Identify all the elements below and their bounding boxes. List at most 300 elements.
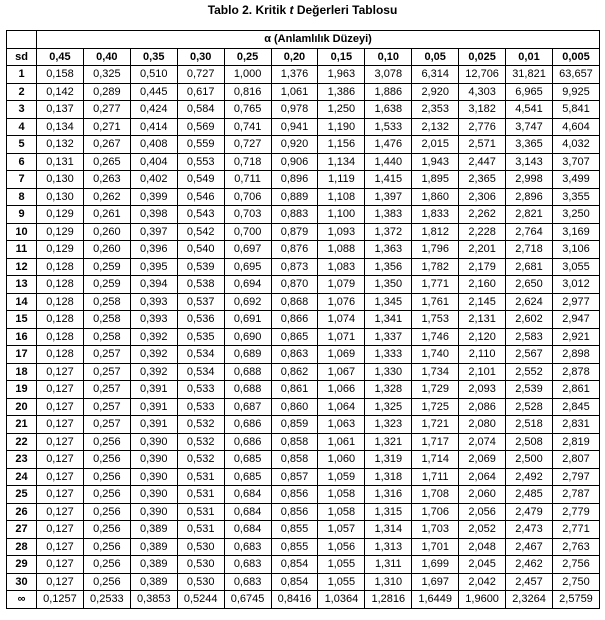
critical-value-cell: 0,137 <box>37 101 84 119</box>
critical-value-cell: 0,896 <box>271 171 318 189</box>
table-row <box>7 363 600 381</box>
critical-value-cell: 0,259 <box>83 258 130 276</box>
critical-value-cell: 0,391 <box>130 398 177 416</box>
critical-value-cell: 0,855 <box>271 538 318 556</box>
critical-t-table <box>6 30 600 609</box>
critical-value-cell: 2,528 <box>506 398 553 416</box>
alpha-level-header: 0,01 <box>506 48 553 66</box>
critical-value-cell: 1,860 <box>412 188 459 206</box>
critical-value-cell: 0,537 <box>177 293 224 311</box>
critical-value-cell: 0,553 <box>177 153 224 171</box>
critical-value-cell: 0,684 <box>224 486 271 504</box>
critical-value-cell: 1,100 <box>318 206 365 224</box>
critical-value-cell: 0,325 <box>83 66 130 84</box>
table-row <box>7 591 600 609</box>
critical-value-cell: 2,467 <box>506 538 553 556</box>
critical-value-cell: 2,064 <box>459 468 506 486</box>
sd-cell: 23 <box>7 451 37 469</box>
critical-value-cell: 1,055 <box>318 573 365 591</box>
critical-value-cell: 0,535 <box>177 328 224 346</box>
sd-cell: 1 <box>7 66 37 84</box>
critical-value-cell: 2,110 <box>459 346 506 364</box>
sd-cell: 8 <box>7 188 37 206</box>
critical-value-cell: 2,602 <box>506 311 553 329</box>
critical-value-cell: 1,706 <box>412 503 459 521</box>
critical-value-cell: 2,120 <box>459 328 506 346</box>
critical-value-cell: 1,697 <box>412 573 459 591</box>
critical-value-cell: 1,315 <box>365 503 412 521</box>
critical-value-cell: 1,119 <box>318 171 365 189</box>
critical-value-cell: 0,510 <box>130 66 177 84</box>
critical-value-cell: 0,873 <box>271 258 318 276</box>
critical-value-cell: 1,134 <box>318 153 365 171</box>
critical-value-cell: 2,718 <box>506 241 553 259</box>
critical-value-cell: 0,879 <box>271 223 318 241</box>
alpha-level-header: 0,025 <box>459 48 506 66</box>
critical-value-cell: 0,256 <box>83 433 130 451</box>
critical-value-cell: 0,978 <box>271 101 318 119</box>
critical-value-cell: 1,337 <box>365 328 412 346</box>
title-t-symbol: t <box>289 3 294 17</box>
critical-value-cell: 0,392 <box>130 346 177 364</box>
critical-value-cell: 0,859 <box>271 416 318 434</box>
critical-value-cell: 0,534 <box>177 363 224 381</box>
table-row <box>7 451 600 469</box>
sd-cell: 16 <box>7 328 37 346</box>
critical-value-cell: 0,569 <box>177 118 224 136</box>
critical-value-cell: 0,531 <box>177 503 224 521</box>
alpha-level-header: 0,40 <box>83 48 130 66</box>
critical-value-cell: 2,131 <box>459 311 506 329</box>
critical-value-cell: 1,638 <box>365 101 412 119</box>
group-header-row <box>7 31 600 49</box>
critical-value-cell: 0,697 <box>224 241 271 259</box>
critical-value-cell: 1,079 <box>318 276 365 294</box>
critical-value-cell: 0,530 <box>177 556 224 574</box>
table-row <box>7 521 600 539</box>
critical-value-cell: 3,055 <box>552 258 599 276</box>
critical-value-cell: 0,256 <box>83 468 130 486</box>
critical-value-cell: 0,263 <box>83 171 130 189</box>
critical-value-cell: 3,499 <box>552 171 599 189</box>
critical-value-cell: 0,127 <box>37 398 84 416</box>
critical-value-cell: 0,127 <box>37 381 84 399</box>
table-row <box>7 503 600 521</box>
sd-cell: 3 <box>7 101 37 119</box>
critical-value-cell: 0,393 <box>130 311 177 329</box>
critical-value-cell: 0,445 <box>130 83 177 101</box>
critical-value-cell: 0,685 <box>224 468 271 486</box>
critical-value-cell: 0,134 <box>37 118 84 136</box>
critical-value-cell: 12,706 <box>459 66 506 84</box>
critical-value-cell: 0,390 <box>130 486 177 504</box>
critical-value-cell: 2,500 <box>506 451 553 469</box>
sd-cell: 30 <box>7 573 37 591</box>
critical-value-cell: 0,854 <box>271 573 318 591</box>
critical-value-cell: 0,870 <box>271 276 318 294</box>
critical-value-cell: 0,858 <box>271 433 318 451</box>
critical-value-cell: 2,539 <box>506 381 553 399</box>
critical-value-cell: 3,182 <box>459 101 506 119</box>
critical-value-cell: 0,862 <box>271 363 318 381</box>
critical-value-cell: 0,861 <box>271 381 318 399</box>
critical-value-cell: 3,106 <box>552 241 599 259</box>
critical-value-cell: 0,391 <box>130 381 177 399</box>
critical-value-cell: 2,045 <box>459 556 506 574</box>
critical-value-cell: 0,261 <box>83 206 130 224</box>
critical-value-cell: 0,860 <box>271 398 318 416</box>
critical-value-cell: 2,896 <box>506 188 553 206</box>
critical-value-cell: 1,761 <box>412 293 459 311</box>
critical-value-cell: 0,128 <box>37 258 84 276</box>
critical-value-cell: 0,866 <box>271 311 318 329</box>
critical-value-cell: 0,584 <box>177 101 224 119</box>
critical-value-cell: 0,128 <box>37 276 84 294</box>
critical-value-cell: 1,440 <box>365 153 412 171</box>
critical-value-cell: 2,750 <box>552 573 599 591</box>
critical-value-cell: 0,262 <box>83 188 130 206</box>
critical-value-cell: 0,127 <box>37 573 84 591</box>
critical-value-cell: 2,756 <box>552 556 599 574</box>
sd-cell: 10 <box>7 223 37 241</box>
critical-value-cell: 1,074 <box>318 311 365 329</box>
critical-value-cell: 2,3264 <box>506 591 553 609</box>
critical-value-cell: 2,771 <box>552 521 599 539</box>
critical-value-cell: 0,271 <box>83 118 130 136</box>
critical-value-cell: 0,132 <box>37 136 84 154</box>
sd-cell: 4 <box>7 118 37 136</box>
critical-value-cell: 0,692 <box>224 293 271 311</box>
critical-value-cell: 1,088 <box>318 241 365 259</box>
critical-value-cell: 0,158 <box>37 66 84 84</box>
critical-value-cell: 0,127 <box>37 556 84 574</box>
critical-value-cell: 0,256 <box>83 538 130 556</box>
critical-value-cell: 1,833 <box>412 206 459 224</box>
critical-value-cell: 0,127 <box>37 521 84 539</box>
sd-header: sd <box>7 48 37 66</box>
critical-value-cell: 2,650 <box>506 276 553 294</box>
critical-value-cell: 0,876 <box>271 241 318 259</box>
critical-value-cell: 2,093 <box>459 381 506 399</box>
critical-value-cell: 1,717 <box>412 433 459 451</box>
critical-value-cell: 0,256 <box>83 573 130 591</box>
critical-value-cell: 1,2816 <box>365 591 412 609</box>
critical-value-cell: 0,684 <box>224 503 271 521</box>
critical-value-cell: 0,685 <box>224 451 271 469</box>
sd-cell: 25 <box>7 486 37 504</box>
critical-value-cell: 0,390 <box>130 503 177 521</box>
critical-value-cell: 0,127 <box>37 451 84 469</box>
critical-value-cell: 1,318 <box>365 468 412 486</box>
sd-cell: 17 <box>7 346 37 364</box>
critical-value-cell: 0,389 <box>130 538 177 556</box>
critical-value-cell: 0,129 <box>37 241 84 259</box>
sd-cell: 13 <box>7 276 37 294</box>
critical-value-cell: 3,747 <box>506 118 553 136</box>
critical-value-cell: 0,856 <box>271 486 318 504</box>
critical-value-cell: 1,108 <box>318 188 365 206</box>
critical-value-cell: 0,277 <box>83 101 130 119</box>
critical-value-cell: 1,782 <box>412 258 459 276</box>
critical-value-cell: 1,250 <box>318 101 365 119</box>
critical-value-cell: 1,740 <box>412 346 459 364</box>
table-row <box>7 468 600 486</box>
critical-value-cell: 0,424 <box>130 101 177 119</box>
sd-cell: 9 <box>7 206 37 224</box>
critical-value-cell: 0,538 <box>177 276 224 294</box>
critical-value-cell: 1,383 <box>365 206 412 224</box>
critical-value-cell: 1,533 <box>365 118 412 136</box>
critical-value-cell: 0,531 <box>177 468 224 486</box>
critical-value-cell: 0,130 <box>37 171 84 189</box>
critical-value-cell: 0,258 <box>83 311 130 329</box>
critical-value-cell: 0,395 <box>130 258 177 276</box>
critical-value-cell: 0,687 <box>224 398 271 416</box>
critical-value-cell: 4,604 <box>552 118 599 136</box>
alpha-level-header: 0,05 <box>412 48 459 66</box>
sd-cell: 15 <box>7 311 37 329</box>
critical-value-cell: 2,132 <box>412 118 459 136</box>
critical-value-cell: 0,727 <box>224 136 271 154</box>
table-row <box>7 223 600 241</box>
critical-value-cell: 3,355 <box>552 188 599 206</box>
table-row <box>7 556 600 574</box>
critical-value-cell: 2,819 <box>552 433 599 451</box>
critical-value-cell: 0,684 <box>224 521 271 539</box>
critical-value-cell: 1,895 <box>412 171 459 189</box>
critical-value-cell: 1,376 <box>271 66 318 84</box>
critical-value-cell: 1,055 <box>318 556 365 574</box>
critical-value-cell: 0,694 <box>224 276 271 294</box>
critical-value-cell: 2,262 <box>459 206 506 224</box>
critical-value-cell: 2,365 <box>459 171 506 189</box>
critical-value-cell: 2,977 <box>552 293 599 311</box>
corner-cell <box>7 31 37 49</box>
sd-cell: 29 <box>7 556 37 574</box>
critical-value-cell: 1,057 <box>318 521 365 539</box>
table-row <box>7 241 600 259</box>
critical-value-cell: 2,479 <box>506 503 553 521</box>
critical-value-cell: 2,567 <box>506 346 553 364</box>
critical-value-cell: 2,060 <box>459 486 506 504</box>
critical-value-cell: 0,531 <box>177 521 224 539</box>
critical-value-cell: 1,316 <box>365 486 412 504</box>
critical-value-cell: 0,546 <box>177 188 224 206</box>
alpha-level-header: 0,45 <box>37 48 84 66</box>
table-row <box>7 83 600 101</box>
critical-value-cell: 0,392 <box>130 363 177 381</box>
critical-value-cell: 2,787 <box>552 486 599 504</box>
critical-value-cell: 0,816 <box>224 83 271 101</box>
critical-value-cell: 0,260 <box>83 223 130 241</box>
critical-value-cell: 2,074 <box>459 433 506 451</box>
critical-value-cell: 0,855 <box>271 521 318 539</box>
critical-value-cell: 1,314 <box>365 521 412 539</box>
critical-value-cell: 2,763 <box>552 538 599 556</box>
critical-value-cell: 4,303 <box>459 83 506 101</box>
critical-value-cell: 2,552 <box>506 363 553 381</box>
critical-value-cell: 1,321 <box>365 433 412 451</box>
critical-value-cell: 0,683 <box>224 556 271 574</box>
critical-value-cell: 0,863 <box>271 346 318 364</box>
critical-value-cell: 0,256 <box>83 556 130 574</box>
critical-value-cell: 1,415 <box>365 171 412 189</box>
critical-value-cell: 63,657 <box>552 66 599 84</box>
table-row <box>7 433 600 451</box>
critical-value-cell: 1,064 <box>318 398 365 416</box>
critical-value-cell: 2,473 <box>506 521 553 539</box>
critical-value-cell: 1,753 <box>412 311 459 329</box>
critical-value-cell: 2,056 <box>459 503 506 521</box>
table-row <box>7 206 600 224</box>
critical-value-cell: 2,920 <box>412 83 459 101</box>
critical-value-cell: 2,201 <box>459 241 506 259</box>
critical-value-cell: 0,906 <box>271 153 318 171</box>
critical-value-cell: 0,530 <box>177 573 224 591</box>
alpha-level-header: 0,30 <box>177 48 224 66</box>
critical-value-cell: 2,160 <box>459 276 506 294</box>
critical-value-cell: 1,000 <box>224 66 271 84</box>
critical-value-cell: 0,128 <box>37 311 84 329</box>
sd-cell: ∞ <box>7 591 37 609</box>
critical-value-cell: 0,5244 <box>177 591 224 609</box>
critical-value-cell: 2,052 <box>459 521 506 539</box>
critical-value-cell: 1,058 <box>318 486 365 504</box>
table-body <box>7 66 600 609</box>
critical-value-cell: 0,865 <box>271 328 318 346</box>
critical-value-cell: 6,314 <box>412 66 459 84</box>
critical-value-cell: 0,540 <box>177 241 224 259</box>
critical-value-cell: 4,032 <box>552 136 599 154</box>
critical-value-cell: 1,311 <box>365 556 412 574</box>
critical-value-cell: 1,069 <box>318 346 365 364</box>
critical-value-cell: 1,746 <box>412 328 459 346</box>
critical-value-cell: 0,686 <box>224 416 271 434</box>
critical-value-cell: 0,617 <box>177 83 224 101</box>
critical-value-cell: 0,389 <box>130 556 177 574</box>
critical-value-cell: 2,831 <box>552 416 599 434</box>
critical-value-cell: 1,071 <box>318 328 365 346</box>
critical-value-cell: 1,319 <box>365 451 412 469</box>
critical-value-cell: 0,533 <box>177 381 224 399</box>
critical-value-cell: 0,543 <box>177 206 224 224</box>
critical-value-cell: 2,086 <box>459 398 506 416</box>
sd-cell: 2 <box>7 83 37 101</box>
critical-value-cell: 0,390 <box>130 433 177 451</box>
table-row <box>7 416 600 434</box>
critical-value-cell: 2,998 <box>506 171 553 189</box>
critical-value-cell: 0,718 <box>224 153 271 171</box>
critical-value-cell: 2,947 <box>552 311 599 329</box>
critical-value-cell: 0,536 <box>177 311 224 329</box>
table-row <box>7 346 600 364</box>
critical-value-cell: 0,256 <box>83 521 130 539</box>
critical-value-cell: 0,2533 <box>83 591 130 609</box>
critical-value-cell: 0,8416 <box>271 591 318 609</box>
critical-value-cell: 0,256 <box>83 451 130 469</box>
table-row <box>7 311 600 329</box>
critical-value-cell: 2,179 <box>459 258 506 276</box>
critical-value-cell: 2,145 <box>459 293 506 311</box>
critical-value-cell: 1,325 <box>365 398 412 416</box>
critical-value-cell: 0,393 <box>130 293 177 311</box>
critical-value-cell: 3,707 <box>552 153 599 171</box>
critical-value-cell: 1,725 <box>412 398 459 416</box>
table-row <box>7 66 600 84</box>
critical-value-cell: 3,078 <box>365 66 412 84</box>
table-row <box>7 538 600 556</box>
sd-cell: 28 <box>7 538 37 556</box>
critical-value-cell: 1,093 <box>318 223 365 241</box>
critical-value-cell: 0,128 <box>37 328 84 346</box>
sd-cell: 7 <box>7 171 37 189</box>
critical-value-cell: 0,257 <box>83 381 130 399</box>
critical-value-cell: 0,267 <box>83 136 130 154</box>
critical-value-cell: 2,845 <box>552 398 599 416</box>
critical-value-cell: 0,695 <box>224 258 271 276</box>
critical-value-cell: 1,060 <box>318 451 365 469</box>
critical-value-cell: 0,690 <box>224 328 271 346</box>
critical-value-cell: 0,127 <box>37 468 84 486</box>
critical-value-cell: 0,532 <box>177 416 224 434</box>
critical-value-cell: 1,386 <box>318 83 365 101</box>
critical-value-cell: 0,127 <box>37 363 84 381</box>
critical-value-cell: 0,131 <box>37 153 84 171</box>
critical-value-cell: 1,058 <box>318 503 365 521</box>
title-suffix: Değerleri Tablosu <box>293 3 398 17</box>
critical-value-cell: 0,868 <box>271 293 318 311</box>
critical-value-cell: 2,821 <box>506 206 553 224</box>
critical-value-cell: 0,408 <box>130 136 177 154</box>
sd-cell: 18 <box>7 363 37 381</box>
critical-value-cell: 1,190 <box>318 118 365 136</box>
critical-value-cell: 0,689 <box>224 346 271 364</box>
critical-value-cell: 0,289 <box>83 83 130 101</box>
sd-cell: 21 <box>7 416 37 434</box>
alpha-level-header: 0,25 <box>224 48 271 66</box>
critical-value-cell: 0,127 <box>37 486 84 504</box>
critical-value-cell: 0,402 <box>130 171 177 189</box>
critical-value-cell: 0,688 <box>224 363 271 381</box>
critical-value-cell: 0,858 <box>271 451 318 469</box>
critical-value-cell: 1,363 <box>365 241 412 259</box>
critical-value-cell: 1,076 <box>318 293 365 311</box>
critical-value-cell: 1,066 <box>318 381 365 399</box>
critical-value-cell: 0,142 <box>37 83 84 101</box>
critical-value-cell: 0,129 <box>37 223 84 241</box>
critical-value-cell: 0,127 <box>37 538 84 556</box>
sd-cell: 22 <box>7 433 37 451</box>
critical-value-cell: 6,965 <box>506 83 553 101</box>
critical-value-cell: 1,721 <box>412 416 459 434</box>
critical-value-cell: 1,796 <box>412 241 459 259</box>
critical-value-cell: 2,898 <box>552 346 599 364</box>
critical-value-cell: 0,883 <box>271 206 318 224</box>
sd-cell: 5 <box>7 136 37 154</box>
table-row <box>7 276 600 294</box>
critical-value-cell: 1,771 <box>412 276 459 294</box>
critical-value-cell: 1,714 <box>412 451 459 469</box>
critical-value-cell: 31,821 <box>506 66 553 84</box>
critical-value-cell: 0,532 <box>177 433 224 451</box>
sd-cell: 24 <box>7 468 37 486</box>
critical-value-cell: 1,061 <box>271 83 318 101</box>
critical-value-cell: 0,889 <box>271 188 318 206</box>
table-row <box>7 328 600 346</box>
critical-value-cell: 2,5759 <box>552 591 599 609</box>
critical-value-cell: 0,259 <box>83 276 130 294</box>
critical-value-cell: 0,6745 <box>224 591 271 609</box>
